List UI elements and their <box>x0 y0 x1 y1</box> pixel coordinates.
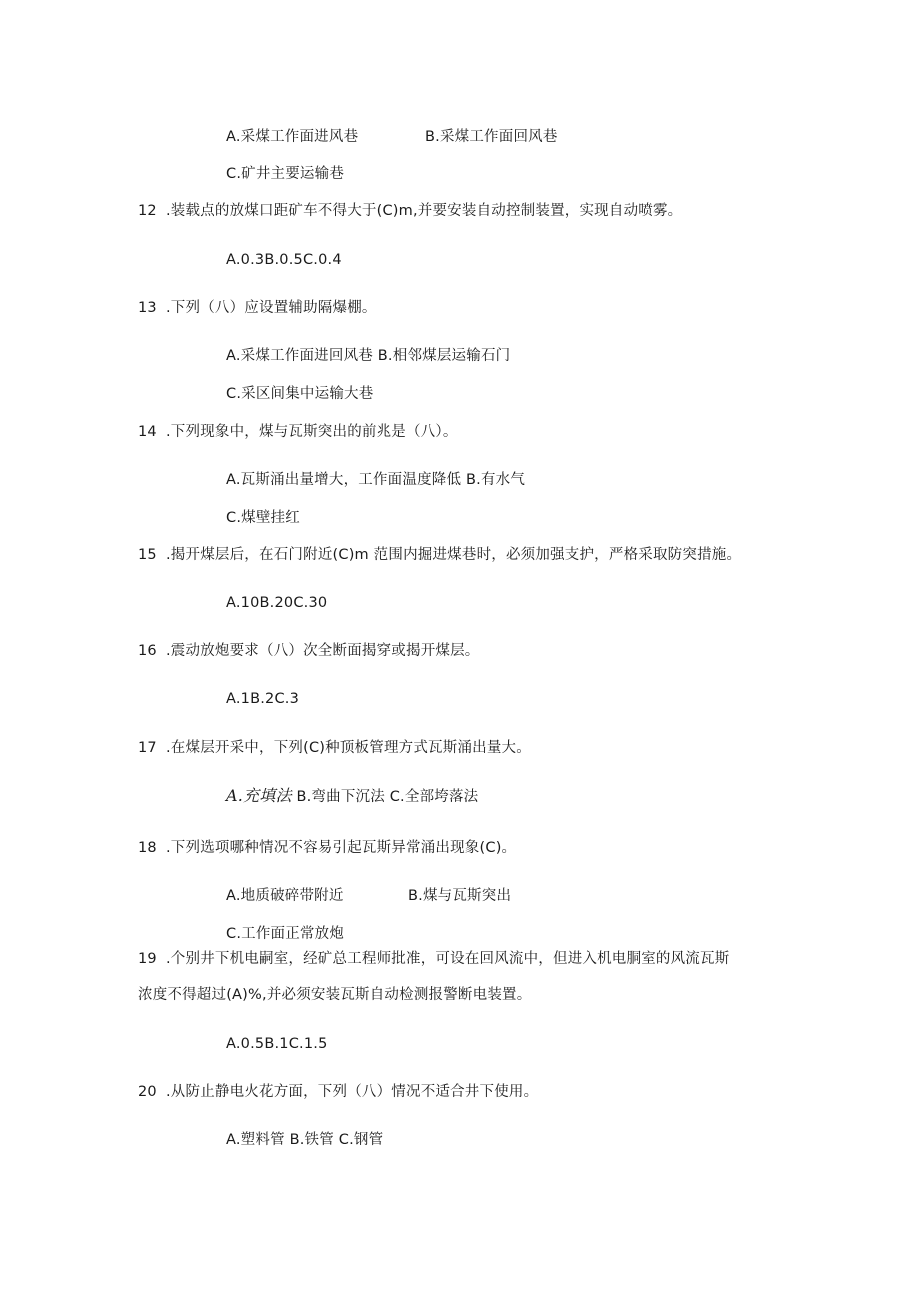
q15-options: A.10B.20C.30 <box>226 595 328 611</box>
q13-options-ab: A.采煤工作面进回风巷 B.相邻煤层运输石门 <box>226 348 511 364</box>
question-20 <box>138 1082 538 1102</box>
question-number: 15 <box>138 547 157 563</box>
q11-option-a: A.采煤工作面进风巷 <box>226 129 359 145</box>
question-number: 19 <box>138 951 157 967</box>
question-number: 14 <box>138 424 157 440</box>
question-15 <box>138 545 741 565</box>
question-text: .从防止静电火花方面，下列（八）情况不适合井下使用。 <box>166 1084 539 1100</box>
q18-option-c: C.工作面正常放炮 <box>226 926 345 942</box>
option-a-prefix: A. <box>226 786 244 805</box>
q16-options: A.1B.2C.3 <box>226 691 300 707</box>
question-19-continued: 浓度不得超过(A)%,并必须安装瓦斯自动检测报警断电装置。 <box>138 987 532 1003</box>
question-14 <box>138 422 458 442</box>
q19-options: A.0.5B.1C.1.5 <box>226 1036 328 1052</box>
question-text: .下列（八）应设置辅助隔爆棚。 <box>166 300 377 316</box>
question-text: .震动放炮要求（八）次全断面揭穿或揭开煤层。 <box>166 643 480 659</box>
q11-option-b: B.采煤工作面回风巷 <box>425 129 558 145</box>
question-12 <box>138 201 682 221</box>
question-13 <box>138 298 377 318</box>
q14-options-ab: A.瓦斯涌出量增大，工作面温度降低 B.有水气 <box>226 472 526 488</box>
q12-options: A.0.3B.0.5C.0.4 <box>226 252 342 268</box>
question-number: 13 <box>138 300 157 316</box>
q14-option-c: C.煤壁挂红 <box>226 510 300 526</box>
question-text: .下列现象中，煤与瓦斯突出的前兆是（八）。 <box>166 424 458 440</box>
question-text: .个别井下机电嗣室，经矿总工程师批准，可设在回风流中，但进入机电胴室的风流瓦斯 <box>166 951 730 967</box>
q18-option-b: B.煤与瓦斯突出 <box>408 888 512 904</box>
question-number: 17 <box>138 740 157 756</box>
question-number: 12 <box>138 203 157 219</box>
q17-options <box>226 786 478 807</box>
question-number: 18 <box>138 840 157 856</box>
question-17 <box>138 738 531 758</box>
question-text: .揭开煤层后，在石门附近(C)m 范围内掘进煤巷时，必须加强支护，严格采取防突措施。 <box>166 547 742 563</box>
q11-option-c: C.矿井主要运输巷 <box>226 166 345 182</box>
option-a-text: 充填法 <box>243 786 292 805</box>
question-text: .在煤层开采中，下列(C)种顶板管理方式瓦斯涌出量大。 <box>166 740 531 756</box>
question-number: 16 <box>138 643 157 659</box>
question-number: 20 <box>138 1084 157 1100</box>
question-text: .下列选项哪种情况不容易引起瓦斯异常涌出现象(C)。 <box>166 840 517 856</box>
question-19 <box>138 949 729 969</box>
question-text: .装载点的放煤口距矿车不得大于(C)m,并要安装自动控制装置，实现自动喷雾。 <box>166 203 683 219</box>
q18-option-a: A.地质破碎带附近 <box>226 888 344 904</box>
question-16 <box>138 641 480 661</box>
q13-option-c: C.采区间集中运输大巷 <box>226 386 374 402</box>
q20-options: A.塑料管 B.铁管 C.钢管 <box>226 1132 384 1148</box>
question-18 <box>138 838 516 858</box>
options-b-c: B.弯曲下沉法 C.全部垮落法 <box>291 789 479 805</box>
